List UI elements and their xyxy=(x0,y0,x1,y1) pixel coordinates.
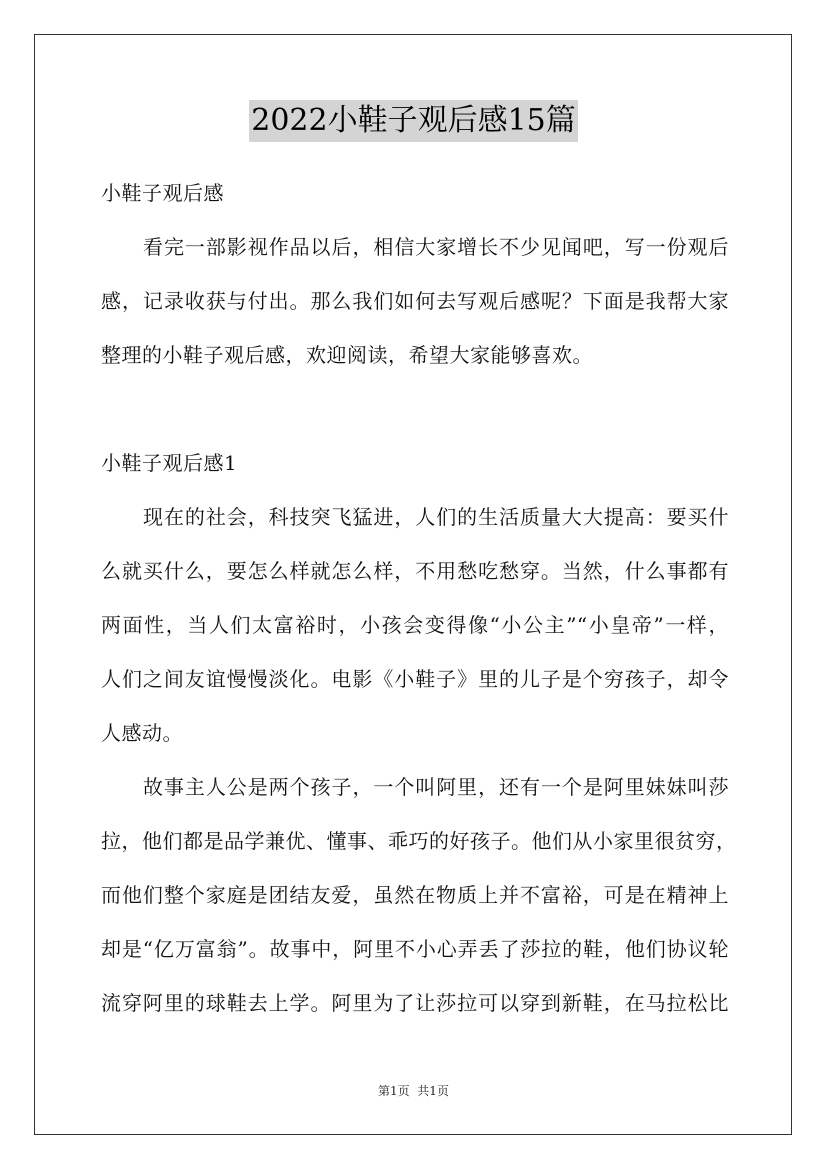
page-footer: 第1页 共1页 xyxy=(378,1084,449,1098)
paragraph-line: 故事主人公是两个孩子，一个叫阿里，还有一个是阿里妹妹叫莎 xyxy=(143,775,729,799)
paragraph-line: 现在的社会，科技突飞猛进，人们的生活质量大大提高：要买什 xyxy=(143,505,729,529)
paragraph-spacer xyxy=(101,382,729,436)
paragraph-line: 却是“亿万富翁”。故事中，阿里不小心弄丢了莎拉的鞋，他们协议轮 xyxy=(101,937,729,961)
intro-line: 整理的小鞋子观后感，欢迎阅读，希望大家能够喜欢。 xyxy=(101,343,593,367)
paragraph-line: 拉，他们都是品学兼优、懂事、乖巧的好孩子。他们从小家里很贫穷， xyxy=(101,829,737,853)
document-title: 2022小鞋子观后感15篇 xyxy=(249,100,578,142)
paragraph-line: 么就买什么，要怎么样就怎么样，不用愁吃愁穿。当然，什么事都有 xyxy=(101,559,729,583)
intro-line: 感，记录收获与付出。那么我们如何去写观后感呢？下面是我帮大家 xyxy=(101,289,729,313)
paragraph-line: 人感动。 xyxy=(101,721,183,745)
paragraph-line: 而他们整个家庭是团结友爱，虽然在物质上并不富裕，可是在精神上 xyxy=(101,883,729,907)
intro-line: 看完一部影视作品以后，相信大家增长不少见闻吧，写一份观后 xyxy=(143,235,729,259)
paragraph-line: 两面性，当人们太富裕时，小孩会变得像“小公主”“小皇帝”一样， xyxy=(101,613,729,637)
paragraph-line: 人们之间友谊慢慢淡化。电影《小鞋子》里的儿子是个穷孩子，却令 xyxy=(101,667,729,691)
title-container xyxy=(0,100,827,142)
section-heading: 小鞋子观后感1 xyxy=(101,451,238,475)
paragraph-line: 流穿阿里的球鞋去上学。阿里为了让莎拉可以穿到新鞋，在马拉松比 xyxy=(101,991,729,1015)
document-body xyxy=(101,166,737,1030)
intro-heading: 小鞋子观后感 xyxy=(101,181,224,205)
